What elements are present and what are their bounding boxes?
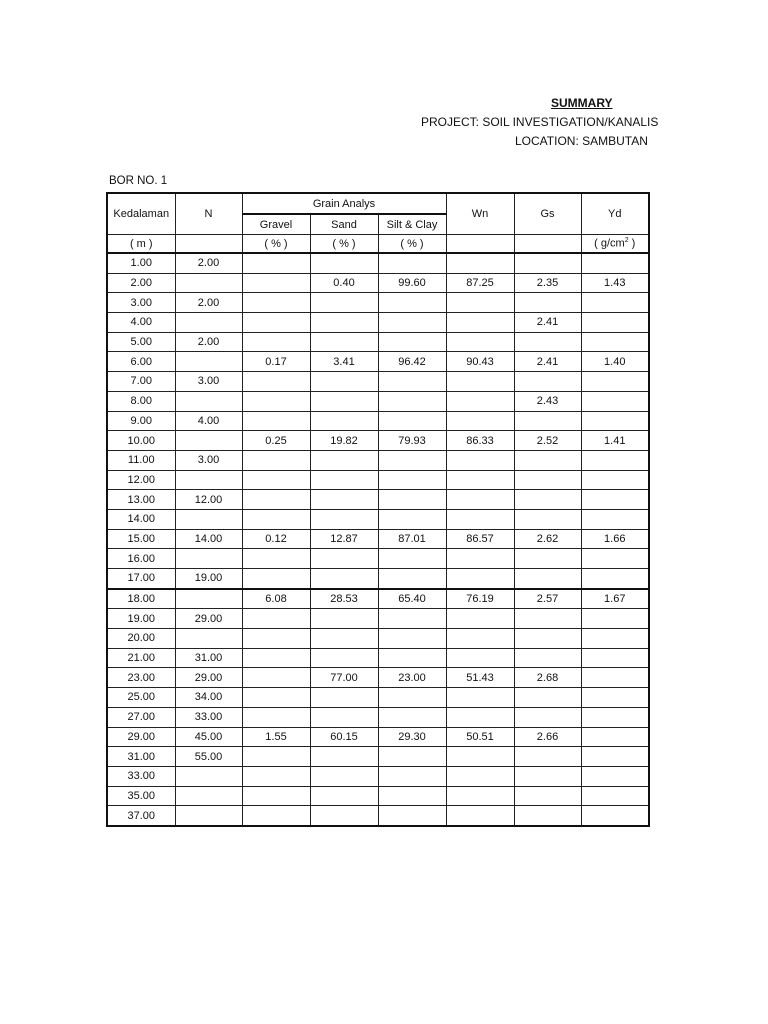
unit-yd-sup: 2 bbox=[624, 237, 629, 245]
header-gs: Gs bbox=[514, 193, 581, 235]
cell-n: 2.00 bbox=[175, 293, 242, 313]
table-row bbox=[107, 569, 649, 589]
cell-gs: 2.62 bbox=[514, 529, 581, 549]
cell-gravel bbox=[242, 786, 310, 806]
table-row bbox=[107, 766, 649, 786]
cell-n bbox=[175, 629, 242, 649]
cell-n: 29.00 bbox=[175, 668, 242, 688]
unit-gravel: ( % ) bbox=[242, 235, 310, 254]
unit-sand: ( % ) bbox=[310, 235, 378, 254]
table-row bbox=[107, 529, 649, 549]
cell-gravel bbox=[242, 411, 310, 431]
cell-sand bbox=[310, 688, 378, 708]
cell-wn bbox=[446, 490, 514, 510]
cell-silt-clay bbox=[378, 707, 446, 727]
cell-silt-clay bbox=[378, 372, 446, 392]
cell-kedalaman: 3.00 bbox=[107, 293, 175, 313]
cell-wn bbox=[446, 293, 514, 313]
cell-kedalaman: 10.00 bbox=[107, 431, 175, 451]
cell-gs: 2.41 bbox=[514, 352, 581, 372]
cell-silt-clay bbox=[378, 786, 446, 806]
cell-kedalaman: 1.00 bbox=[107, 253, 175, 273]
cell-kedalaman: 8.00 bbox=[107, 391, 175, 411]
cell-n: 29.00 bbox=[175, 609, 242, 629]
cell-n bbox=[175, 273, 242, 293]
cell-n: 33.00 bbox=[175, 707, 242, 727]
cell-kedalaman: 35.00 bbox=[107, 786, 175, 806]
cell-yd: 1.40 bbox=[581, 352, 649, 372]
cell-yd bbox=[581, 332, 649, 352]
cell-wn bbox=[446, 470, 514, 490]
cell-yd bbox=[581, 688, 649, 708]
cell-n: 34.00 bbox=[175, 688, 242, 708]
cell-gs bbox=[514, 470, 581, 490]
cell-sand: 77.00 bbox=[310, 668, 378, 688]
cell-sand bbox=[310, 293, 378, 313]
cell-sand: 3.41 bbox=[310, 352, 378, 372]
cell-kedalaman: 17.00 bbox=[107, 569, 175, 589]
cell-gravel bbox=[242, 293, 310, 313]
cell-gravel bbox=[242, 509, 310, 529]
cell-wn bbox=[446, 688, 514, 708]
cell-silt-clay bbox=[378, 411, 446, 431]
cell-silt-clay bbox=[378, 391, 446, 411]
cell-gravel bbox=[242, 609, 310, 629]
unit-silt-clay: ( % ) bbox=[378, 235, 446, 254]
cell-gravel bbox=[242, 629, 310, 649]
cell-gravel bbox=[242, 332, 310, 352]
cell-sand bbox=[310, 806, 378, 826]
cell-silt-clay: 29.30 bbox=[378, 727, 446, 747]
cell-silt-clay bbox=[378, 609, 446, 629]
cell-silt-clay bbox=[378, 648, 446, 668]
cell-sand bbox=[310, 629, 378, 649]
cell-gravel bbox=[242, 253, 310, 273]
cell-sand: 28.53 bbox=[310, 589, 378, 609]
cell-n: 14.00 bbox=[175, 529, 242, 549]
header-n: N bbox=[175, 193, 242, 235]
cell-yd bbox=[581, 648, 649, 668]
cell-gravel: 0.25 bbox=[242, 431, 310, 451]
cell-gs bbox=[514, 549, 581, 569]
cell-yd bbox=[581, 786, 649, 806]
table-row bbox=[107, 806, 649, 826]
cell-kedalaman: 12.00 bbox=[107, 470, 175, 490]
cell-wn bbox=[446, 766, 514, 786]
cell-yd bbox=[581, 766, 649, 786]
cell-kedalaman: 21.00 bbox=[107, 648, 175, 668]
cell-yd bbox=[581, 470, 649, 490]
cell-kedalaman: 19.00 bbox=[107, 609, 175, 629]
cell-n: 2.00 bbox=[175, 253, 242, 273]
table-row bbox=[107, 313, 649, 333]
cell-gravel bbox=[242, 313, 310, 333]
cell-gs bbox=[514, 806, 581, 826]
unit-kedalaman: ( m ) bbox=[107, 235, 175, 254]
table-row bbox=[107, 648, 649, 668]
cell-silt-clay: 79.93 bbox=[378, 431, 446, 451]
cell-yd bbox=[581, 509, 649, 529]
cell-wn bbox=[446, 786, 514, 806]
cell-gs bbox=[514, 253, 581, 273]
cell-n: 19.00 bbox=[175, 569, 242, 589]
cell-wn: 50.51 bbox=[446, 727, 514, 747]
unit-yd-pre: ( g/cm bbox=[594, 237, 625, 250]
cell-gs bbox=[514, 490, 581, 510]
table-row bbox=[107, 391, 649, 411]
cell-sand bbox=[310, 391, 378, 411]
header-kedalaman: Kedalaman bbox=[107, 193, 175, 235]
cell-kedalaman: 20.00 bbox=[107, 629, 175, 649]
cell-silt-clay: 99.60 bbox=[378, 273, 446, 293]
cell-n: 2.00 bbox=[175, 332, 242, 352]
cell-kedalaman: 7.00 bbox=[107, 372, 175, 392]
cell-wn bbox=[446, 609, 514, 629]
cell-sand bbox=[310, 313, 378, 333]
cell-gs: 2.35 bbox=[514, 273, 581, 293]
cell-wn bbox=[446, 806, 514, 826]
cell-wn: 87.25 bbox=[446, 273, 514, 293]
cell-silt-clay: 23.00 bbox=[378, 668, 446, 688]
cell-wn bbox=[446, 253, 514, 273]
cell-gs: 2.41 bbox=[514, 313, 581, 333]
soil-summary-table bbox=[106, 192, 650, 827]
cell-sand: 19.82 bbox=[310, 431, 378, 451]
cell-yd bbox=[581, 806, 649, 826]
cell-kedalaman: 6.00 bbox=[107, 352, 175, 372]
cell-kedalaman: 25.00 bbox=[107, 688, 175, 708]
table-row bbox=[107, 411, 649, 431]
cell-gravel bbox=[242, 569, 310, 589]
cell-yd bbox=[581, 747, 649, 767]
cell-silt-clay bbox=[378, 806, 446, 826]
cell-silt-clay: 96.42 bbox=[378, 352, 446, 372]
cell-sand bbox=[310, 470, 378, 490]
cell-silt-clay bbox=[378, 766, 446, 786]
cell-silt-clay bbox=[378, 569, 446, 589]
cell-yd bbox=[581, 372, 649, 392]
cell-silt-clay bbox=[378, 549, 446, 569]
table-row bbox=[107, 786, 649, 806]
table-row bbox=[107, 629, 649, 649]
cell-sand bbox=[310, 747, 378, 767]
cell-yd bbox=[581, 293, 649, 313]
summary-title: SUMMARY bbox=[551, 96, 613, 110]
cell-n: 12.00 bbox=[175, 490, 242, 510]
cell-yd bbox=[581, 629, 649, 649]
cell-gs bbox=[514, 688, 581, 708]
unit-n bbox=[175, 235, 242, 254]
cell-wn bbox=[446, 509, 514, 529]
cell-silt-clay bbox=[378, 450, 446, 470]
cell-sand bbox=[310, 450, 378, 470]
cell-n bbox=[175, 589, 242, 609]
cell-silt-clay bbox=[378, 332, 446, 352]
cell-yd: 1.43 bbox=[581, 273, 649, 293]
table-row bbox=[107, 332, 649, 352]
cell-yd bbox=[581, 253, 649, 273]
table-row bbox=[107, 253, 649, 273]
table-row bbox=[107, 727, 649, 747]
cell-kedalaman: 9.00 bbox=[107, 411, 175, 431]
cell-sand: 12.87 bbox=[310, 529, 378, 549]
cell-n: 45.00 bbox=[175, 727, 242, 747]
cell-gs: 2.66 bbox=[514, 727, 581, 747]
cell-yd: 1.67 bbox=[581, 589, 649, 609]
cell-gravel bbox=[242, 490, 310, 510]
cell-silt-clay bbox=[378, 313, 446, 333]
cell-gravel bbox=[242, 747, 310, 767]
cell-gravel bbox=[242, 549, 310, 569]
cell-yd bbox=[581, 707, 649, 727]
cell-gravel bbox=[242, 688, 310, 708]
cell-yd bbox=[581, 569, 649, 589]
table-row bbox=[107, 549, 649, 569]
cell-wn: 90.43 bbox=[446, 352, 514, 372]
cell-kedalaman: 4.00 bbox=[107, 313, 175, 333]
header-wn: Wn bbox=[446, 193, 514, 235]
cell-gravel bbox=[242, 372, 310, 392]
cell-gravel: 6.08 bbox=[242, 589, 310, 609]
cell-sand: 60.15 bbox=[310, 727, 378, 747]
cell-silt-clay bbox=[378, 490, 446, 510]
cell-wn: 86.57 bbox=[446, 529, 514, 549]
cell-wn bbox=[446, 629, 514, 649]
cell-n bbox=[175, 470, 242, 490]
cell-n bbox=[175, 352, 242, 372]
cell-yd bbox=[581, 549, 649, 569]
cell-silt-clay bbox=[378, 253, 446, 273]
cell-silt-clay bbox=[378, 629, 446, 649]
cell-gs bbox=[514, 629, 581, 649]
cell-gs bbox=[514, 372, 581, 392]
table-row bbox=[107, 747, 649, 767]
location-line: LOCATION: SAMBUTAN bbox=[515, 134, 648, 148]
table-row bbox=[107, 470, 649, 490]
cell-silt-clay bbox=[378, 470, 446, 490]
unit-gs bbox=[514, 235, 581, 254]
cell-gs bbox=[514, 332, 581, 352]
cell-n bbox=[175, 509, 242, 529]
cell-kedalaman: 2.00 bbox=[107, 273, 175, 293]
cell-kedalaman: 23.00 bbox=[107, 668, 175, 688]
cell-sand bbox=[310, 707, 378, 727]
cell-gravel bbox=[242, 648, 310, 668]
cell-wn: 51.43 bbox=[446, 668, 514, 688]
cell-gs bbox=[514, 786, 581, 806]
cell-n bbox=[175, 806, 242, 826]
cell-yd bbox=[581, 609, 649, 629]
cell-n: 3.00 bbox=[175, 450, 242, 470]
cell-sand: 0.40 bbox=[310, 273, 378, 293]
cell-sand bbox=[310, 549, 378, 569]
cell-gravel bbox=[242, 707, 310, 727]
cell-gs: 2.68 bbox=[514, 668, 581, 688]
cell-gravel bbox=[242, 766, 310, 786]
cell-sand bbox=[310, 609, 378, 629]
cell-yd bbox=[581, 411, 649, 431]
table-row bbox=[107, 352, 649, 372]
cell-gs bbox=[514, 293, 581, 313]
cell-n bbox=[175, 431, 242, 451]
cell-n: 31.00 bbox=[175, 648, 242, 668]
table-row bbox=[107, 609, 649, 629]
cell-wn bbox=[446, 411, 514, 431]
cell-kedalaman: 31.00 bbox=[107, 747, 175, 767]
cell-gs bbox=[514, 609, 581, 629]
table-row bbox=[107, 431, 649, 451]
cell-n: 55.00 bbox=[175, 747, 242, 767]
cell-gs bbox=[514, 747, 581, 767]
cell-n bbox=[175, 391, 242, 411]
cell-gravel bbox=[242, 450, 310, 470]
cell-kedalaman: 18.00 bbox=[107, 589, 175, 609]
cell-wn bbox=[446, 332, 514, 352]
cell-sand bbox=[310, 411, 378, 431]
cell-silt-clay: 87.01 bbox=[378, 529, 446, 549]
table-row bbox=[107, 450, 649, 470]
cell-kedalaman: 13.00 bbox=[107, 490, 175, 510]
cell-silt-clay bbox=[378, 293, 446, 313]
cell-n bbox=[175, 766, 242, 786]
cell-wn bbox=[446, 313, 514, 333]
table-row bbox=[107, 707, 649, 727]
cell-silt-clay bbox=[378, 688, 446, 708]
header-gravel: Gravel bbox=[242, 214, 310, 235]
cell-sand bbox=[310, 332, 378, 352]
table-row bbox=[107, 490, 649, 510]
cell-kedalaman: 37.00 bbox=[107, 806, 175, 826]
cell-yd: 1.66 bbox=[581, 529, 649, 549]
cell-n: 3.00 bbox=[175, 372, 242, 392]
cell-gs bbox=[514, 648, 581, 668]
cell-yd: 1.41 bbox=[581, 431, 649, 451]
cell-gs bbox=[514, 450, 581, 470]
cell-yd bbox=[581, 450, 649, 470]
header-yd: Yd bbox=[581, 193, 649, 235]
table-row bbox=[107, 688, 649, 708]
cell-gravel bbox=[242, 273, 310, 293]
cell-gs: 2.57 bbox=[514, 589, 581, 609]
cell-gs bbox=[514, 707, 581, 727]
cell-gs bbox=[514, 569, 581, 589]
cell-gravel bbox=[242, 668, 310, 688]
cell-wn bbox=[446, 372, 514, 392]
table-row bbox=[107, 372, 649, 392]
cell-sand bbox=[310, 253, 378, 273]
cell-kedalaman: 29.00 bbox=[107, 727, 175, 747]
cell-yd bbox=[581, 391, 649, 411]
cell-wn: 86.33 bbox=[446, 431, 514, 451]
unit-yd bbox=[581, 235, 649, 254]
cell-wn bbox=[446, 648, 514, 668]
cell-gs bbox=[514, 411, 581, 431]
cell-kedalaman: 15.00 bbox=[107, 529, 175, 549]
cell-yd bbox=[581, 490, 649, 510]
cell-sand bbox=[310, 490, 378, 510]
cell-wn bbox=[446, 569, 514, 589]
cell-wn bbox=[446, 450, 514, 470]
cell-yd bbox=[581, 727, 649, 747]
cell-kedalaman: 14.00 bbox=[107, 509, 175, 529]
cell-gs bbox=[514, 766, 581, 786]
cell-gs: 2.52 bbox=[514, 431, 581, 451]
cell-kedalaman: 16.00 bbox=[107, 549, 175, 569]
header-sand: Sand bbox=[310, 214, 378, 235]
cell-sand bbox=[310, 648, 378, 668]
cell-yd bbox=[581, 313, 649, 333]
cell-gravel bbox=[242, 806, 310, 826]
cell-wn bbox=[446, 707, 514, 727]
table-row bbox=[107, 509, 649, 529]
bor-number: BOR NO. 1 bbox=[109, 175, 168, 187]
cell-gravel: 0.12 bbox=[242, 529, 310, 549]
cell-silt-clay bbox=[378, 509, 446, 529]
cell-kedalaman: 11.00 bbox=[107, 450, 175, 470]
cell-wn bbox=[446, 549, 514, 569]
table-row bbox=[107, 668, 649, 688]
cell-gs: 2.43 bbox=[514, 391, 581, 411]
cell-gs bbox=[514, 509, 581, 529]
cell-n bbox=[175, 549, 242, 569]
cell-wn: 76.19 bbox=[446, 589, 514, 609]
cell-kedalaman: 27.00 bbox=[107, 707, 175, 727]
cell-wn bbox=[446, 391, 514, 411]
cell-sand bbox=[310, 766, 378, 786]
cell-silt-clay: 65.40 bbox=[378, 589, 446, 609]
unit-yd-post: ) bbox=[628, 237, 636, 250]
cell-gravel bbox=[242, 470, 310, 490]
cell-gravel: 1.55 bbox=[242, 727, 310, 747]
cell-silt-clay bbox=[378, 747, 446, 767]
cell-sand bbox=[310, 786, 378, 806]
cell-sand bbox=[310, 509, 378, 529]
header-silt-clay: Silt & Clay bbox=[378, 214, 446, 235]
cell-wn bbox=[446, 747, 514, 767]
cell-gravel: 0.17 bbox=[242, 352, 310, 372]
cell-kedalaman: 5.00 bbox=[107, 332, 175, 352]
table-row bbox=[107, 293, 649, 313]
cell-n: 4.00 bbox=[175, 411, 242, 431]
table-row bbox=[107, 589, 649, 609]
cell-gravel bbox=[242, 391, 310, 411]
cell-n bbox=[175, 786, 242, 806]
cell-n bbox=[175, 313, 242, 333]
project-line: PROJECT: SOIL INVESTIGATION/KANALIS bbox=[421, 115, 659, 129]
header-grain-analys: Grain Analys bbox=[242, 193, 446, 214]
cell-sand bbox=[310, 372, 378, 392]
table-body bbox=[107, 253, 649, 826]
cell-sand bbox=[310, 569, 378, 589]
cell-kedalaman: 33.00 bbox=[107, 766, 175, 786]
cell-yd bbox=[581, 668, 649, 688]
table-row bbox=[107, 273, 649, 293]
unit-wn bbox=[446, 235, 514, 254]
